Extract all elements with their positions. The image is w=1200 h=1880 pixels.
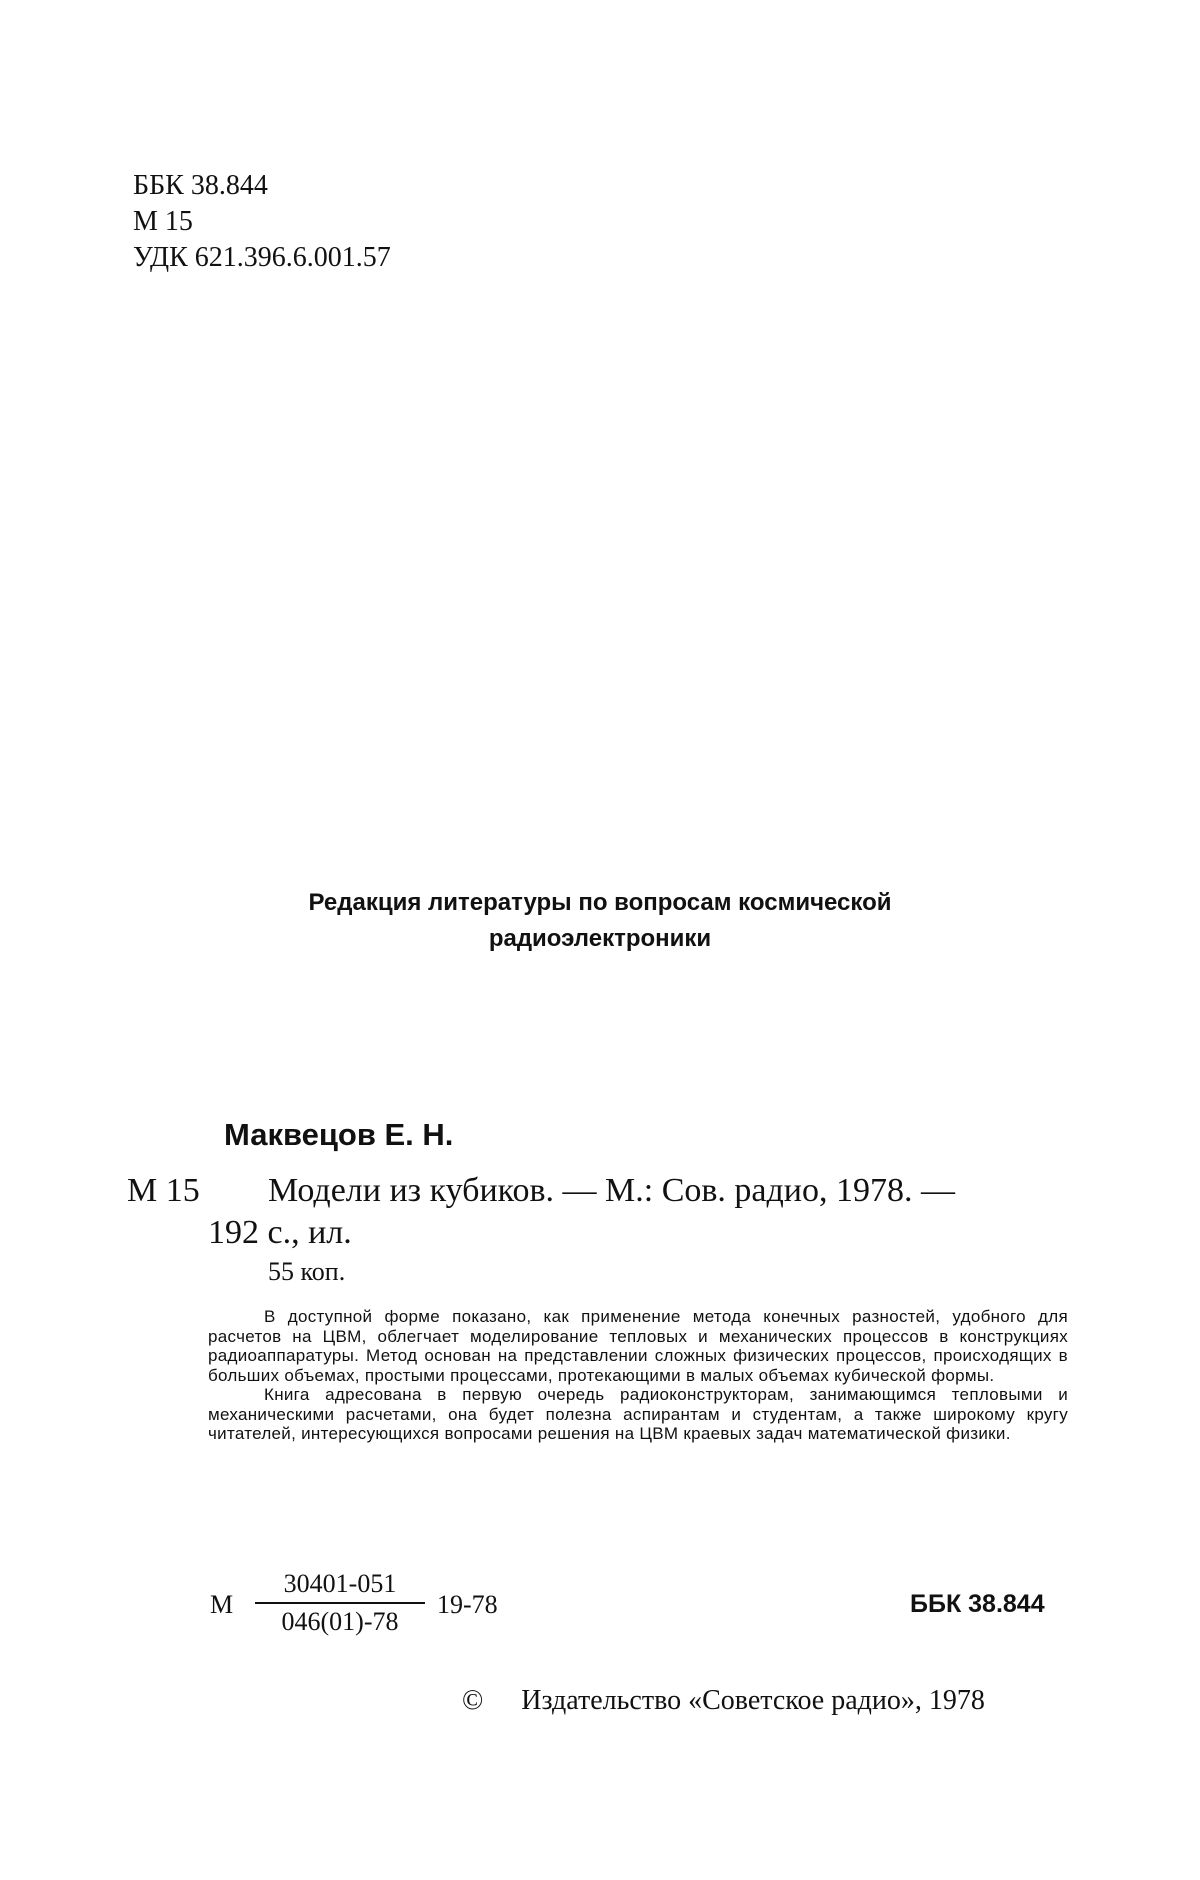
index-denominator: 046(01)-78 xyxy=(281,1607,399,1636)
annotation-paragraph-1: В доступной форме показано, как применение метода конечных разностей, удобного для расчетов на ЦВМ, облегчает моделирование тепловых и механических процессов в конструкциях радиоаппаратуры. Метод основан на представлении сложных физических процессов, происходящих в больших объемах, простыми процессами, протекающими в малых объемах кубической формы. xyxy=(208,1307,1068,1385)
editorial-board xyxy=(200,885,1000,957)
bbk-code: ББК 38.844 xyxy=(133,170,268,201)
bibliographic-title: Модели из кубиков. — М.: Сов. радио, 1978. — xyxy=(268,1172,956,1209)
author-name: Маквецов Е. Н. xyxy=(224,1117,454,1152)
annotation xyxy=(208,1307,1068,1444)
copyright-text: Издательство «Советское радио», 1978 xyxy=(521,1685,985,1716)
classification-codes xyxy=(133,168,391,276)
index-suffix: 19-78 xyxy=(437,1590,498,1619)
price: 55 коп. xyxy=(268,1257,346,1286)
page-count: 192 с., ил. xyxy=(208,1214,352,1251)
annotation-paragraph-2: Книга адресована в первую очередь радиоконструкторам, занимающимся тепловыми и механическими расчетами, она будет полезна аспирантам и студентам, а также широкому кругу читателей, интересующихся вопросами решения на ЦВМ краевых задач математической физики. xyxy=(208,1385,1068,1443)
index-letter: М xyxy=(210,1590,234,1619)
udk-code: УДК 621.396.6.001.57 xyxy=(133,242,391,273)
editorial-board-line-1: Редакция литературы по вопросам космической xyxy=(308,889,892,916)
copyright-line xyxy=(462,1685,985,1717)
copyright-icon: © xyxy=(462,1685,484,1716)
author-mark: М 15 xyxy=(133,206,193,237)
catalog-code: М 15 xyxy=(127,1172,200,1209)
publishing-index-fraction xyxy=(255,1569,425,1637)
index-numerator: 30401-051 xyxy=(255,1569,425,1604)
editorial-board-line-2: радиоэлектроники xyxy=(488,925,712,952)
bbk-code-bottom: ББК 38.844 xyxy=(910,1590,1045,1618)
